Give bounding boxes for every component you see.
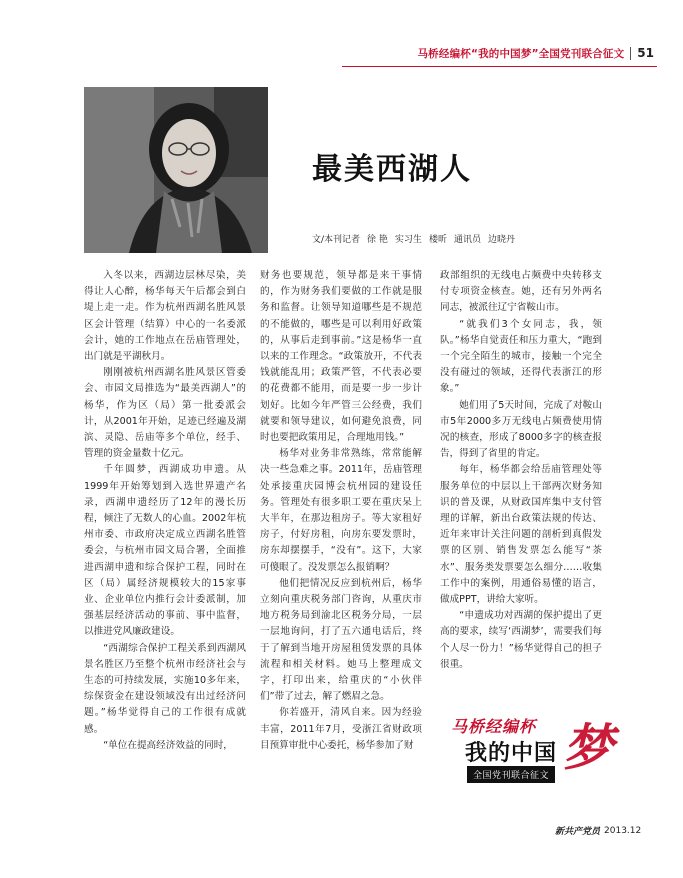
campaign-logo [445, 712, 635, 792]
article-title: 最美西湖人 [312, 152, 472, 187]
paragraph: 入冬以来，西湖边层林尽染，美得让人心醉，杨华每天午后都会到白堤上走一走。作为杭州西湖名胜风景区会计管理（结算）中心的一名委派会计，她的工作地点在岳庙管理处，出门就是平湖秋月。 [84, 270, 246, 363]
paragraph: “申遗成功对西湖的保护提出了更高的要求，续写‘西湖梦’，需要我们每个人尽一份力！”杨华觉得自己的担子很重。 [440, 610, 602, 670]
magazine-name: 新共产党员 [555, 827, 601, 837]
paragraph: 千年圆梦，西湖成功申遗。从1999年开始筹划到入选世界遗产名录，西湖申遗经历了12年的漫长历程，倾注了无数人的心血。2002年杭州市委、市政府决定成立西湖名胜管委会，与杭州市园文局合署，全面推进西湖申遗和综合保护工程，同时在区（局）属经济规模较大的15家事业、企业单位内推行会计委派制，加强基层经济活动的事前、事中监督，以推进党风廉政建设。 [84, 464, 246, 638]
page-footer [555, 824, 641, 837]
running-header [354, 44, 654, 62]
paragraph: 他们把情况反应到杭州后，杨华立刻向重庆税务部门咨询，从重庆市地方税务局到渝北区税务分局，一层一层地询问，打了五六通电话后，终于了解到当地开房屋租赁发票的具体流程和相关材料。她马上整理成文字，打印出来，给重庆的“小伙伴们”带了过去，解了燃眉之急。 [260, 577, 422, 703]
byline-part: 边晓丹 [487, 235, 515, 245]
portrait-illustration [84, 87, 268, 253]
logo-subtitle: 全国党刊联合征文 [467, 766, 555, 783]
portrait-photo [84, 87, 268, 253]
paragraph: “单位在提高经济效益的同时， [103, 739, 233, 751]
paragraph: 财务也要规范，领导都是来干事情的，作为财务我们要做的工作就是服务和监督。让领导知道哪些是不规范的不能做的，哪些是可以利用好政策的，从事后走到事前。”这是杨华一直以来的工作理念。“政策放开，不代表钱就能乱用；政策严管，不代表必要的花费都不能用，而是要一步一步计划好。比如今年严管三公经费，我们就要和领导建议，如何避免浪费，同时也要把政策用足，合理地用钱。” [260, 270, 422, 444]
logo-sponsor: 马桥经编杯 [451, 717, 537, 736]
header-rule [342, 66, 657, 67]
paragraph: “就我们3个女同志，我，领队。”杨华自觉责任和压力重大，“跑到一个完全陌生的城市，接触一个完全没有碰过的领域，还得代表浙江的形象。” [440, 318, 602, 395]
page-number: 51 [637, 46, 654, 60]
paragraph: 每年，杨华都会给岳庙管理处等服务单位的中层以上干部两次财务知识的普及课，从财政国库集中支付管理的详解，新出台政策法规的传达、近年来审计关注问题的剖析到真假发票的区别、销售发票怎么能写“茶水”、服务类发票要怎么细分……收集工作中的案例，用通俗易懂的语言，做成PPT，讲给大家听。 [440, 464, 602, 606]
paragraph: 你若盛开，清风自来。因为经验丰富，2011年7月，受浙江省财政项目预算审批中心委托，杨华参加了财 [260, 707, 422, 751]
byline-part: 徐 艳 [367, 235, 388, 245]
byline-part: 楼昕 [428, 235, 447, 245]
paragraph: 她们用了5天时间，完成了对鞍山市5年2000多万无线电占频费使用情况的核查，形成了8000多字的核查报告，得到了省里的肯定。 [440, 399, 602, 460]
issue-date: 2013.12 [604, 825, 642, 836]
byline-part: 实习生 [394, 235, 422, 245]
logo-slogan: 我的中国 [465, 740, 558, 766]
text-column-1 [84, 268, 246, 754]
paragraph: 政部组织的无线电占频费中央转移支付专项资金核查。她，还有另外两名同志，被派往辽宁省鞍山市。 [440, 270, 602, 314]
byline-part: 文/本刊记者 [312, 235, 361, 245]
paragraph: “西湖综合保护工程关系到西湖风景名胜区乃至整个杭州市经济社会与生态的可持续发展，实施10多年来，综保资金在建设领域没有出过经济问题。”杨华觉得自己的工作很有成就感。 [84, 642, 246, 735]
byline [312, 232, 632, 245]
text-column-3 [440, 268, 602, 673]
byline-part: 通讯员 [453, 235, 481, 245]
header-divider [630, 47, 631, 60]
text-column-2 [260, 268, 422, 754]
paragraph: 杨华对业务非常熟练，常常能解决一些急难之事。2011年，岳庙管理处承接重庆园博会杭州园的建设任务。管理处有很多职工要在重庆呆上大半年，在那边租房子。等大家租好房子，付好房租，向房东要发票时，房东却摆摆手，“没有”。这下，大家可傻眼了。没发票怎么报销啊？ [260, 448, 422, 573]
paragraph: 刚刚被杭州西湖名胜风景区管委会、市园文局推选为“最美西湖人”的杨华，作为区（局）第一批委派会计，从2001年开始，足迹已经遍及湖滨、灵隐、岳庙等多个单位，经手、管理的资金量数十亿元。 [84, 367, 246, 460]
logo-dream-glyph: 梦 [563, 718, 613, 777]
header-title: 马桥经编杯“我的中国梦”全国党刊联合征文 [417, 47, 625, 60]
